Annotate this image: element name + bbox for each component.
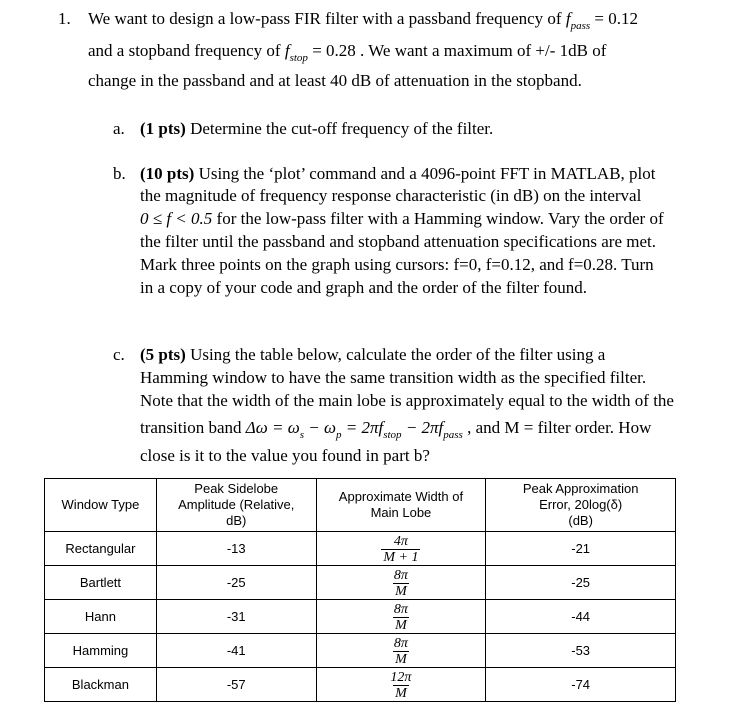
part-c-label: c. xyxy=(113,345,125,364)
stop-subscript: stop xyxy=(383,429,402,441)
problem-text: We want to design a low-pass FIR filter with a passband frequency of xyxy=(88,9,566,28)
mainlobe-width xyxy=(316,566,486,600)
pass-subscript: pass xyxy=(443,429,463,441)
sidelobe-value: -13 xyxy=(156,532,316,566)
problem-line-1 xyxy=(88,8,638,32)
header-line: Amplitude (Relative, xyxy=(178,497,295,512)
sidelobe-value: -25 xyxy=(156,566,316,600)
stop-value: = 0.28 xyxy=(307,41,356,60)
table-row xyxy=(45,532,676,566)
problem-text: . We want a maximum of +/- 1dB of xyxy=(355,41,607,60)
mainlobe-width xyxy=(316,600,486,634)
window-table xyxy=(44,478,676,702)
pass-subscript: pass xyxy=(570,20,591,32)
header-line: dB) xyxy=(226,513,247,528)
fraction-numerator: 12π xyxy=(390,669,412,685)
part-b-label: b. xyxy=(113,164,126,183)
problem-line-2 xyxy=(88,40,606,64)
header-peak-sidelobe xyxy=(156,479,316,532)
fraction-denominator: M xyxy=(395,617,407,633)
two-pi-f-math: = 2πf xyxy=(341,418,384,437)
header-window-type: Window Type xyxy=(45,479,157,532)
header-line: Peak Approximation xyxy=(522,481,639,496)
header-line: Peak Sidelobe xyxy=(194,481,279,496)
part-c-points: (5 pts) xyxy=(140,345,186,364)
sidelobe-value: -31 xyxy=(156,600,316,634)
sidelobe-value: -57 xyxy=(156,668,316,702)
part-a-text xyxy=(140,118,493,140)
error-value: -74 xyxy=(486,668,676,702)
part-c-line-4 xyxy=(140,417,651,441)
s-subscript: s xyxy=(299,429,305,441)
window-name: Bartlett xyxy=(45,566,157,600)
fraction-numerator: 8π xyxy=(393,567,408,583)
fraction-denominator: M + 1 xyxy=(383,549,419,565)
part-b-line-3 xyxy=(140,208,664,230)
error-value: -53 xyxy=(486,634,676,668)
mainlobe-width xyxy=(316,532,486,566)
part-c-line-2: Hamming window to have the same transition width as the specified filter. xyxy=(140,368,647,387)
header-line: (dB) xyxy=(568,513,593,528)
part-b-line-5: Mark three points on the graph using cursors: f=0, f=0.12, and f=0.28. Turn xyxy=(140,255,654,274)
part-b-text: for the low-pass filter with a Hamming window. Vary the order of xyxy=(212,209,664,228)
part-b-text: Using the ‘plot’ command and a 4096-point FFT in MATLAB, plot xyxy=(194,164,656,183)
part-a-body: Determine the cut-off frequency of the filter. xyxy=(185,119,494,138)
two-pi-f-math: − 2πf xyxy=(401,418,444,437)
part-c-line-3: Note that the width of the main lobe is approximately equal to the width of the xyxy=(140,391,674,410)
fraction-numerator: 4π xyxy=(393,533,408,549)
problem-number: 1. xyxy=(58,9,71,28)
header-line: Error, 20log(δ) xyxy=(539,497,623,512)
header-line: Main Lobe xyxy=(370,505,432,520)
stop-subscript: stop xyxy=(289,52,308,64)
part-b-line-1 xyxy=(140,163,656,185)
table-row xyxy=(45,634,676,668)
omega-math: − ω xyxy=(304,418,336,437)
fraction-denominator: M xyxy=(395,583,407,599)
part-c-line-1 xyxy=(140,344,605,366)
part-c-line-5: close is it to the value you found in part b? xyxy=(140,446,430,465)
error-value: -25 xyxy=(486,566,676,600)
table-header-row xyxy=(45,479,676,532)
part-b-line-2: the magnitude of frequency response characteristic (in dB) on the interval xyxy=(140,186,642,205)
problem-text: and a stopband frequency of xyxy=(88,41,285,60)
error-value: -21 xyxy=(486,532,676,566)
header-approx-error xyxy=(486,479,676,532)
part-b-points: (10 pts) xyxy=(140,164,195,183)
pass-value: = 0.12 xyxy=(590,9,638,28)
mainlobe-width xyxy=(316,634,486,668)
window-name: Hamming xyxy=(45,634,157,668)
fraction-numerator: 8π xyxy=(393,635,408,651)
window-name: Hann xyxy=(45,600,157,634)
part-a-label: a. xyxy=(113,119,125,138)
sidelobe-value: -41 xyxy=(156,634,316,668)
error-value: -44 xyxy=(486,600,676,634)
window-name: Blackman xyxy=(45,668,157,702)
interval-math: 0 ≤ f < 0.5 xyxy=(140,209,213,228)
table-row xyxy=(45,668,676,702)
fraction-denominator: M xyxy=(395,651,407,667)
part-c-text: transition band xyxy=(140,418,246,437)
window-name: Rectangular xyxy=(45,532,157,566)
part-c-text: Using the table below, calculate the order of the filter using a xyxy=(185,345,606,364)
p-subscript: p xyxy=(336,429,342,441)
fraction-denominator: M xyxy=(395,685,407,701)
problem-line-3: change in the passband and at least 40 dB of attenuation in the stopband. xyxy=(88,71,582,90)
delta-omega-math: Δω = ω xyxy=(245,418,300,437)
header-line: Approximate Width of xyxy=(338,489,464,504)
part-c-text: , and M = filter order. How xyxy=(462,418,652,437)
f-symbol: f xyxy=(565,9,571,28)
header-main-lobe xyxy=(316,479,486,532)
mainlobe-width xyxy=(316,668,486,702)
part-b-line-6: in a copy of your code and graph and the order of the filter found. xyxy=(140,278,588,297)
fraction-numerator: 8π xyxy=(393,601,408,617)
part-a-points: (1 pts) xyxy=(140,119,186,138)
table-row xyxy=(45,600,676,634)
f-symbol: f xyxy=(284,41,290,60)
table-row xyxy=(45,566,676,600)
part-b-line-4: the filter until the passband and stopband attenuation specifications are met. xyxy=(140,232,656,251)
